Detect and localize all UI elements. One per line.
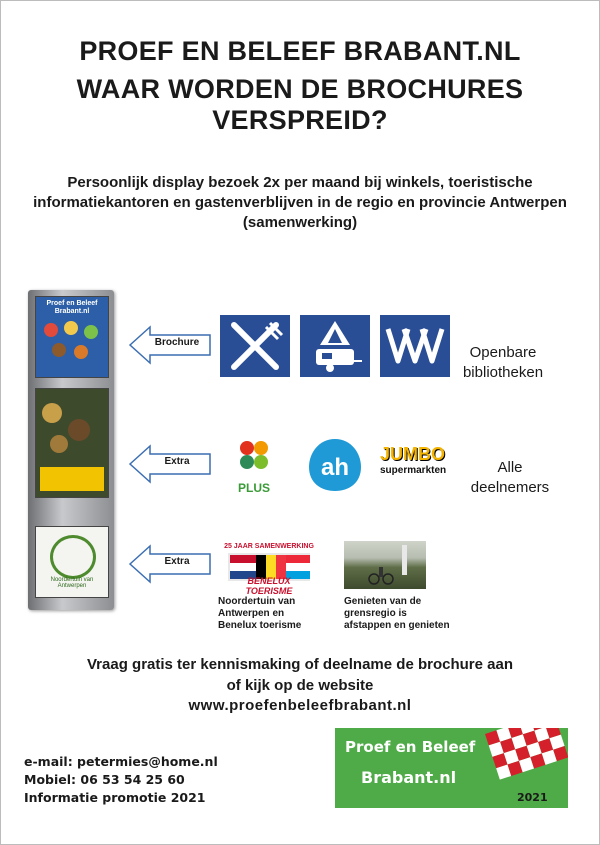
leaf-logo-icon	[50, 535, 96, 579]
intro-line1: Persoonlijk display bezoek 2x per maand bij winkels, toeristische	[67, 174, 533, 191]
website-link[interactable]: www.proefenbeleefbrabant.nl	[188, 697, 412, 714]
info-text: Informatie promotie 2021	[24, 790, 206, 805]
cycling-photo	[344, 541, 426, 589]
caption-noordertuin: Noordertuin van Antwerpen en Benelux toerisme	[218, 596, 302, 631]
camping-icon	[300, 315, 370, 377]
brand-line2: Brabant.nl	[361, 768, 457, 787]
plus-clover-icon	[232, 436, 276, 476]
plus-logo	[232, 436, 276, 495]
arrow-extra-2	[128, 544, 212, 584]
page-title-line2: WAAR WORDEN DE BROCHURES VERSPREID?	[76, 74, 524, 135]
rack-brochure-slot	[35, 296, 109, 378]
arrow-extra-1	[128, 444, 212, 484]
intro-line3: (samenwerking)	[242, 214, 358, 231]
restaurant-icon	[220, 315, 290, 377]
benelux-top-text: 25 JAAR SAMENWERKING	[224, 543, 314, 550]
rack-noordertuin-label: Noordertuin van Antwerpen	[50, 577, 94, 589]
benelux-toerisme-logo	[224, 543, 314, 596]
arrow-extra-2-label: Extra	[164, 556, 190, 567]
intro-text	[10, 173, 590, 233]
brand-banner	[335, 728, 568, 808]
jumbo-subtext: supermarkten	[380, 465, 447, 476]
caption-grensregio: Genieten van de grensregio is afstappen en genieten	[344, 596, 450, 631]
intro-line2: informatiekantoren en gastenverblijven in de regio en provincie Antwerpen	[33, 194, 567, 211]
brochure-display-rack	[28, 290, 114, 610]
arrow-brochure	[128, 325, 212, 365]
cta-line1: Vraag gratis ter kennismaking of deelname de brochure aan	[87, 656, 513, 673]
arrow-brochure-label: Brochure	[154, 337, 200, 348]
svg-text:ah: ah	[320, 454, 350, 481]
email-text[interactable]: e-mail: petermies@home.nl	[24, 754, 218, 769]
row1-label: Openbare bibliotheken	[462, 344, 544, 381]
plus-text: PLUS	[237, 481, 270, 495]
albert-heijn-logo	[305, 435, 365, 495]
benelux-bottom-text: BENELUX TOERISME	[245, 576, 293, 596]
row2-label: Alle deelnemers	[470, 459, 550, 496]
rack-noordertuin-slot	[35, 526, 109, 598]
cta-line2: of kijk op de website	[226, 677, 374, 694]
rack-brochure-photos	[42, 319, 102, 369]
jumbo-text: JUMBO	[380, 444, 446, 464]
phone-text: Mobiel: 06 53 54 25 60	[24, 772, 185, 787]
rack-magazine-slot	[35, 388, 109, 498]
contact-block	[24, 753, 218, 807]
page-title-line1: PROEF EN BELEEF BRABANT.NL	[79, 36, 521, 66]
vvv-icon	[380, 315, 450, 377]
jumbo-logo	[380, 443, 446, 495]
arrow-extra-1-label: Extra	[164, 456, 190, 467]
brand-line1: Proef en Beleef	[345, 738, 476, 756]
brand-year: 2021	[517, 791, 548, 804]
rack-brochure-title: Proef en Beleef Brabant.nl	[46, 300, 98, 315]
